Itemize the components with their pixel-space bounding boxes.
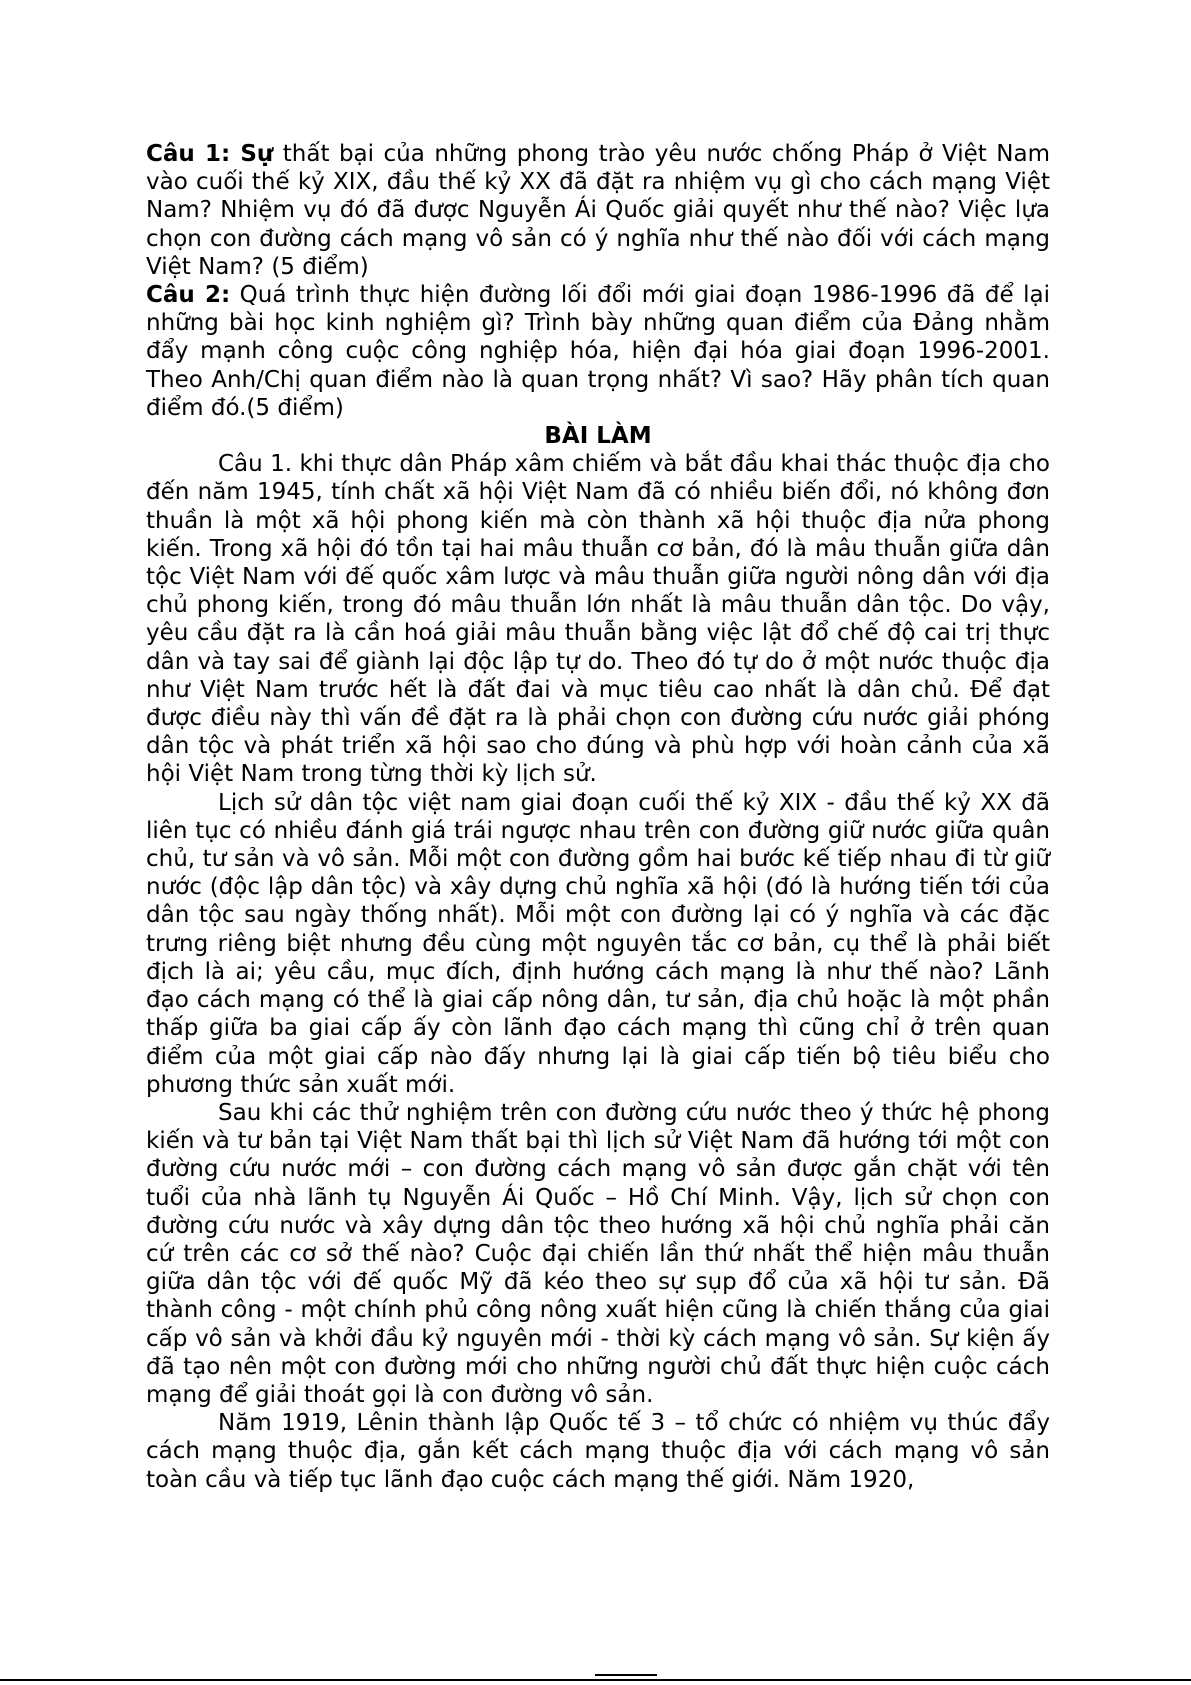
question-1-text: thất bại của những phong trào yêu nước chống Pháp ở Việt Nam vào cuối thế kỷ XIX, đầu thế kỷ XX đã đặt ra nhiệm vụ gì cho cách mạng Việt Nam? Nhiệm vụ đó đã được Nguyễn Ái Quốc giải quyết như thế nào? Việc lựa chọn con đường cách mạng vô sản có ý nghĩa như thế nào đối với cách mạng Việt Nam? (5 điểm) xyxy=(146,141,1050,280)
answer-paragraph-1: Câu 1. khi thực dân Pháp xâm chiếm và bắt đầu khai thác thuộc địa cho đến năm 1945, tính chất xã hội Việt Nam đã có nhiều biến đổi, nó không đơn thuần là một xã hội phong kiến mà còn thành xã hội thuộc địa nửa phong kiến. Trong xã hội đó tồn tại hai mâu thuẫn cơ bản, đó là mâu thuẫn giữa dân tộc Việt Nam với đế quốc xâm lược và mâu thuẫn giữa người nông dân với địa chủ phong kiến, trong đó mâu thuẫn lớn nhất là mâu thuẫn dân tộc. Do vậy, yêu cầu đặt ra là cần hoá giải mâu thuẫn bằng việc lật đổ chế độ cai trị thực dân và tay sai để giành lại độc lập tự do. Theo đó tự do ở một nước thuộc địa như Việt Nam trước hết là đất đai và mục tiêu cao nhất là dân chủ. Để đạt được điều này thì vấn đề đặt ra là phải chọn con đường cứu nước giải phóng dân tộc và phát triển xã hội sao cho đúng và phù hợp với hoàn cảnh của xã hội Việt Nam trong từng thời kỳ lịch sử. xyxy=(146,451,1050,788)
page-bottom-mark xyxy=(595,1674,657,1676)
answer-paragraph-2: Lịch sử dân tộc việt nam giai đoạn cuối thế kỷ XIX - đầu thế kỷ XX đã liên tục có nhiều đánh giá trái ngược nhau trên con đường giữ nước giữa quân chủ, tư sản và vô sản. Mỗi một con đường gồm hai bước kế tiếp nhau đi từ giữ nước (độc lập dân tộc) và xây dựng chủ nghĩa xã hội (đó là hướng tiến tới của dân tộc sau ngày thống nhất). Mỗi một con đường lại có ý nghĩa và các đặc trưng riêng biệt nhưng đều cùng một nguyên tắc cơ bản, cụ thể là phải biết địch là ai; yêu cầu, mục đích, định hướng cách mạng là như thế nào? Lãnh đạo cách mạng có thể là giai cấp nông dân, tư sản, địa chủ hoặc là một phần thấp giữa ba giai cấp ấy còn lãnh đạo cách mạng thì cũng chỉ ở trên quan điểm của một giai cấp nào đấy nhưng lại là giai cấp tiến bộ tiêu biểu cho phương thức sản xuất mới. xyxy=(146,789,1050,1098)
question-1 xyxy=(146,140,1050,281)
answer-paragraph-4: Năm 1919, Lênin thành lập Quốc tế 3 – tổ chức có nhiệm vụ thúc đẩy cách mạng thuộc địa, gắn kết cách mạng thuộc địa với cách mạng vô sản toàn cầu và tiếp tục lãnh đạo cuộc cách mạng thế giới. Năm 1920, xyxy=(146,1410,1050,1493)
answer-heading: BÀI LÀM xyxy=(544,423,652,450)
question-1-label: Câu 1: Sự xyxy=(146,141,274,167)
answer-paragraph-3: Sau khi các thử nghiệm trên con đường cứu nước theo ý thức hệ phong kiến và tư bản tại Việt Nam thất bại thì lịch sử Việt Nam đã hướng tới một con đường cứu nước mới – con đường cách mạng vô sản được gắn chặt với tên tuổi của nhà lãnh tụ Nguyễn Ái Quốc – Hồ Chí Minh. Vậy, lịch sử chọn con đường cứu nước và xây dựng dân tộc theo hướng xã hội chủ nghĩa phải căn cứ trên các cơ sở thế nào? Cuộc đại chiến lần thứ nhất thể hiện mâu thuẫn giữa dân tộc với đế quốc Mỹ đã kéo theo sự sụp đổ của xã hội tư sản. Đã thành công - một chính phủ công nông xuất hiện cũng là chiến thắng của giai cấp vô sản và khởi đầu kỷ nguyên mới - thời kỳ cách mạng vô sản. Sự kiện ấy đã tạo nên một con đường mới cho những người chủ đất thực hiện cuộc cách mạng để giải thoát gọi là con đường vô sản. xyxy=(146,1099,1050,1408)
page-bottom-rule xyxy=(0,1679,1191,1681)
question-2-label: Câu 2: xyxy=(146,282,231,309)
question-2-text: Quá trình thực hiện đường lối đổi mới giai đoạn 1986-1996 đã để lại những bài học kinh nghiệm gì? Trình bày những quan điểm của Đảng nhằm đẩy mạnh công cuộc công nghiệp hóa, hiện đại hóa giai đoạn 1996-2001. Theo Anh/Chị quan điểm nào là quan trọng nhất? Vì sao? Hãy phân tích quan điểm đó.(5 điểm) xyxy=(146,282,1051,421)
question-2 xyxy=(146,281,1050,422)
document-page xyxy=(146,140,1050,1494)
